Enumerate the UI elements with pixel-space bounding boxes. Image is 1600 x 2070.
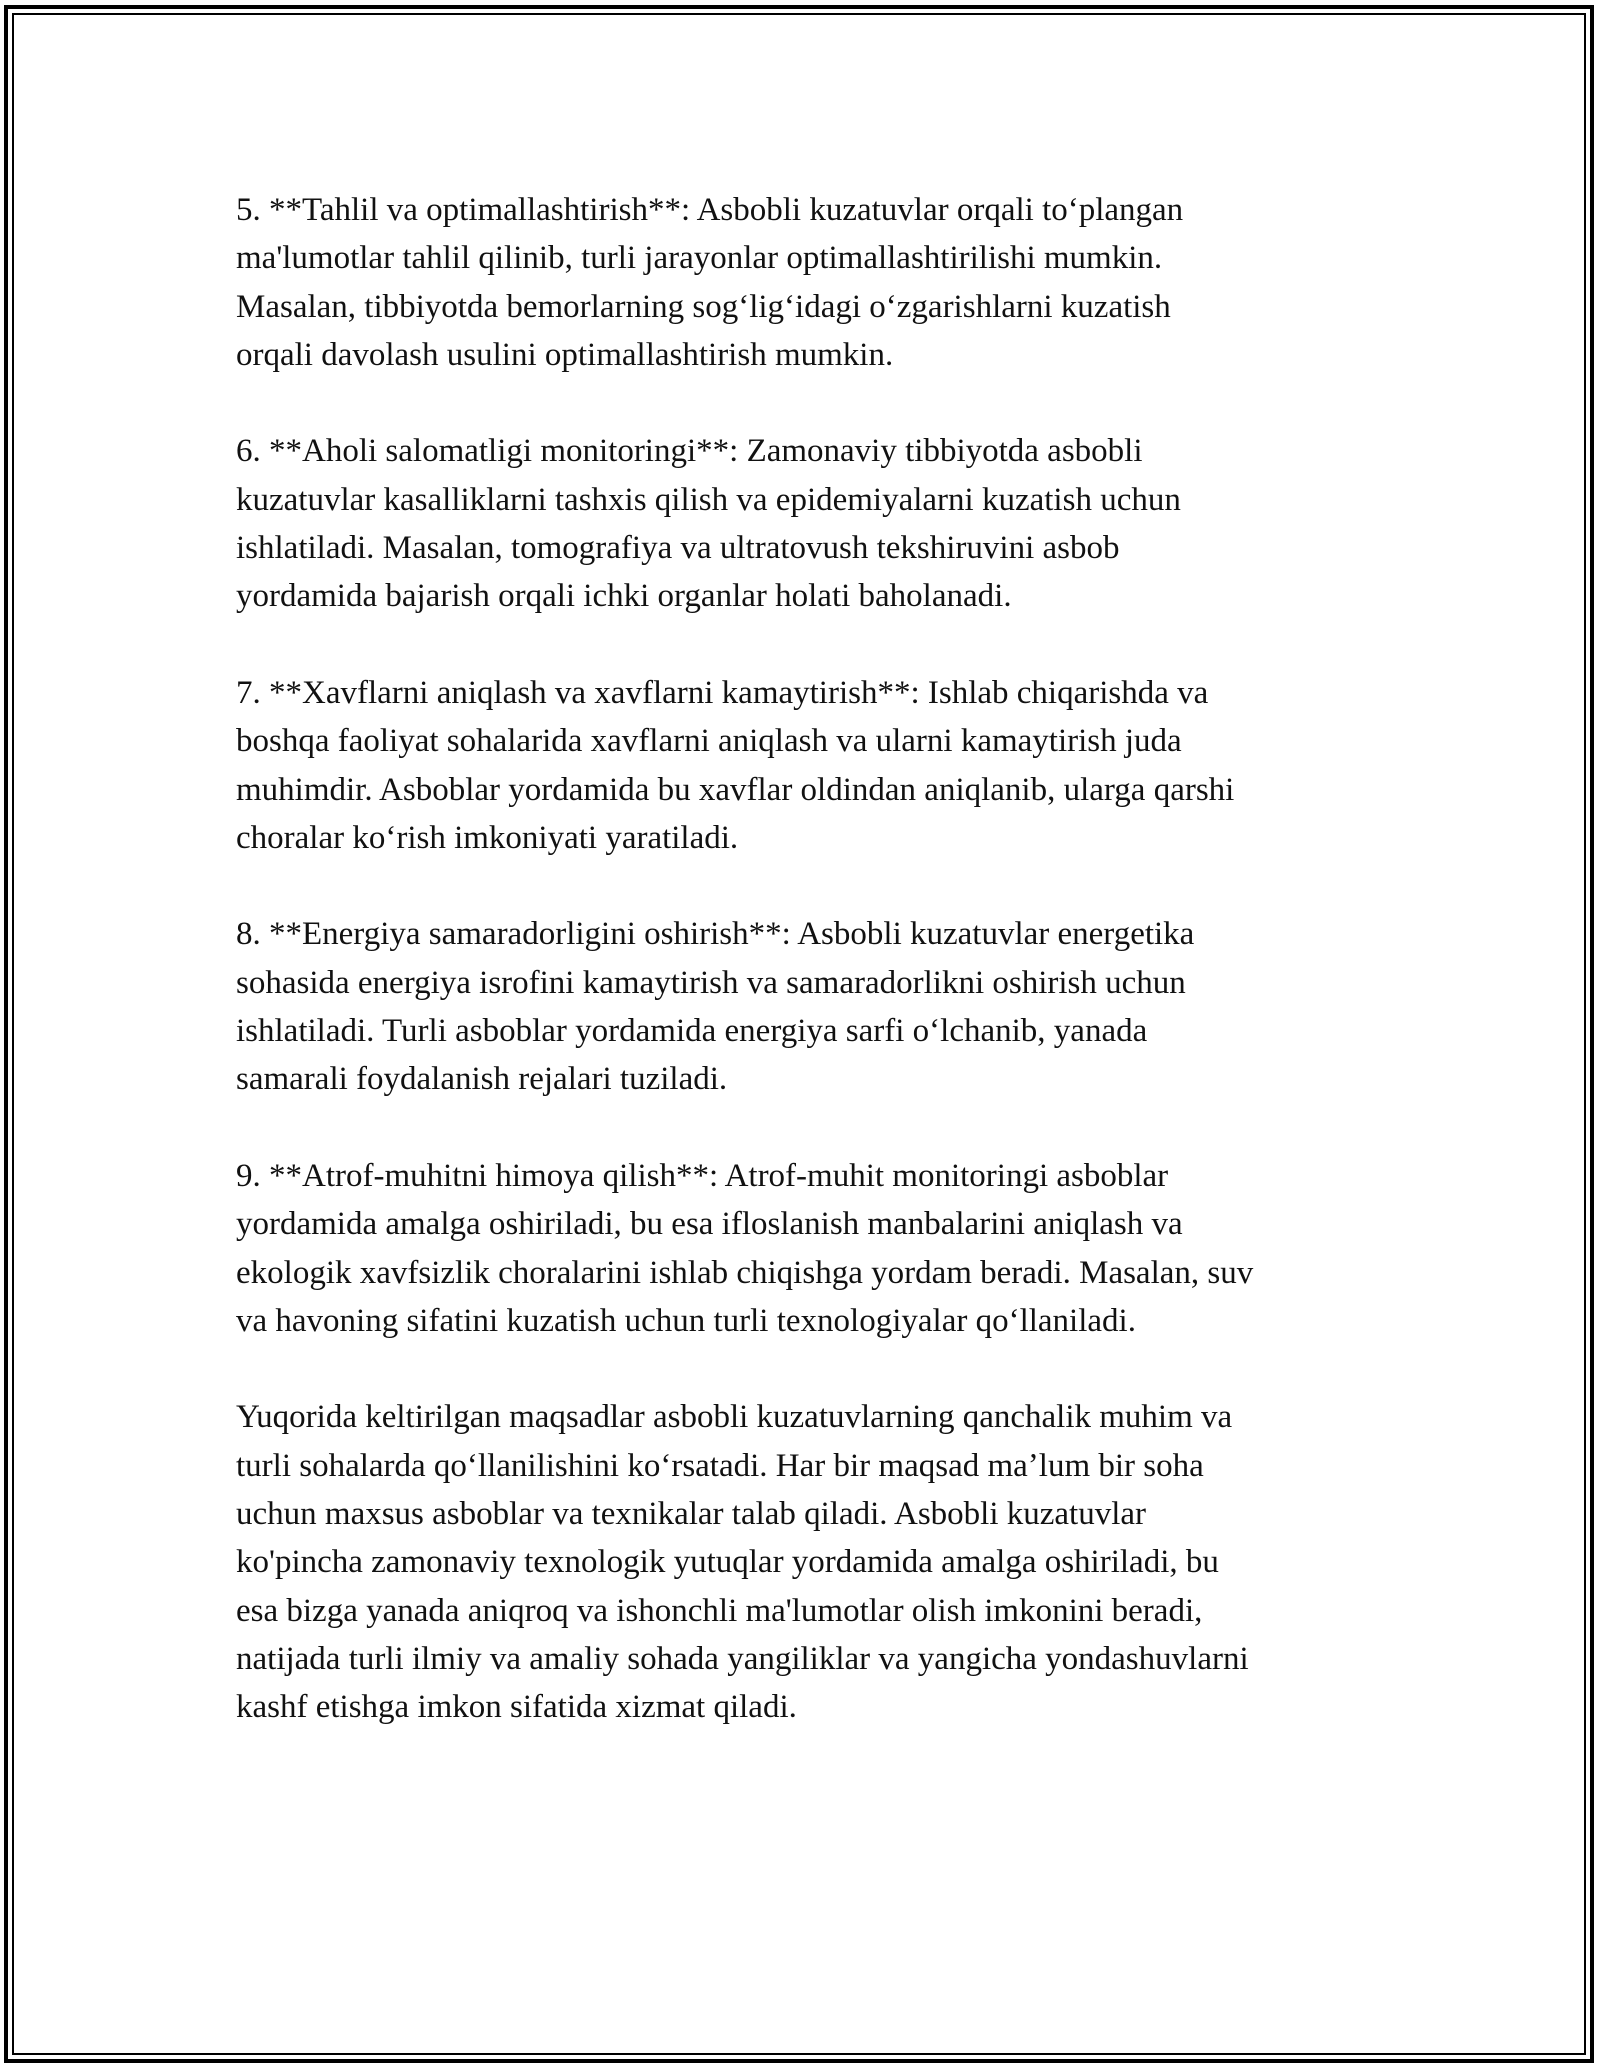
paragraph-conclusion: Yuqorida keltirilgan maqsadlar asbobli kuzatuvlarning qanchalik muhim va turli sohalarda qoʻllanilishini koʻrsatadi. Har bir maqsad maʼlum bir soha uchun maxsus asboblar va texnikalar talab qiladi. Asbobli kuzatuvlar ko'pincha zamonaviy texnologik yutuqlar yordamida amalga oshiriladi, bu esa bizga yanada aniqroq va ishonchli ma'lumotlar olish imkonini beradi, natijada turli ilmiy va amaliy sohada yangiliklar va yangicha yondashuvlarni kashf etishga imkon sifatida xizmat qiladi. <box>236 1399 1249 1726</box>
document-body <box>236 186 1386 1780</box>
paragraph-item-8: 8. **Energiya samaradorligini oshirish**: Asbobli kuzatuvlar energetika sohasida energiya isrofini kamaytirish va samaradorlikni oshirish uchun ishlatiladi. Turli asboblar yordamida energiya sarfi oʻlchanib, yanada samarali foydalanish rejalari tuziladi. <box>236 916 1195 1098</box>
paragraph-item-5: 5. **Tahlil va optimallashtirish**: Asbobli kuzatuvlar orqali toʻplangan ma'lumotlar tahlil qilinib, turli jarayonlar optimallashtirilishi mumkin. Masalan, tibbiyotda bemorlarning sogʻligʻidagi oʻzgarishlarni kuzatish orqali davolash usulini optimallashtirish mumkin. <box>236 192 1184 373</box>
paragraph-item-9: 9. **Atrof-muhitni himoya qilish**: Atrof-muhit monitoringi asboblar yordamida amalga oshiriladi, bu esa ifloslanish manbalarini aniqlash va ekologik xavfsizlik choralarini ishlab chiqishga yordam beradi. Masalan, suv va havoning sifatini kuzatish uchun turli texnologiyalar qoʻllaniladi. <box>236 1157 1254 1339</box>
paragraph-item-7: 7. **Xavflarni aniqlash va xavflarni kamaytirish**: Ishlab chiqarishda va boshqa faoliyat sohalarida xavflarni aniqlash va ularni kamaytirish juda muhimdir. Asboblar yordamida bu xavflar oldindan aniqlanib, ularga qarshi choralar koʻrish imkoniyati yaratiladi. <box>236 674 1235 856</box>
paragraph-item-6: 6. **Aholi salomatligi monitoringi**: Zamonaviy tibbiyotda asbobli kuzatuvlar kasalliklarni tashxis qilish va epidemiyalarni kuzatish uchun ishlatiladi. Masalan, tomografiya va ultratovush tekshiruvini asbob yordamida bajarish orqali ichki organlar holati baholanadi. <box>236 433 1181 615</box>
